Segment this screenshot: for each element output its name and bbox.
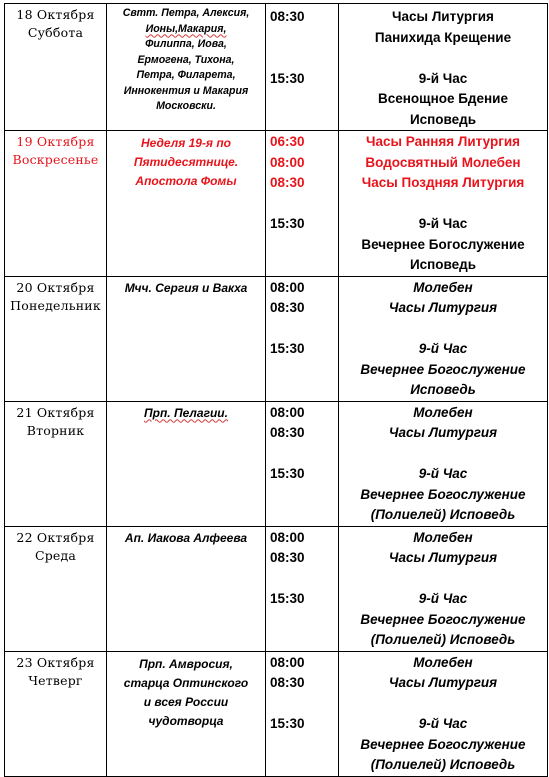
service-time: 08:30 [270,675,305,690]
service-name: Вечернее Богослужение [361,236,525,252]
service-time: 15:30 [270,591,305,606]
service-name: Часы Литургия [388,300,498,315]
day-weekday: Вторник [26,422,85,438]
day-date: 22 Октября [16,529,95,545]
services-cell [339,276,548,401]
date-cell [5,276,107,401]
saint-line: Петра, Филарета, [136,69,236,81]
saint-line: Апостола Фомы [135,174,237,188]
service-name: Часы Литургия [388,675,498,690]
date-cell [5,131,107,277]
date-cell [5,401,107,526]
day-weekday: Понедельник [10,297,101,313]
service-name: 9-й Час [418,716,468,731]
service-name: 9-й Час [418,466,468,481]
time-cell [266,4,339,131]
service-time: 15:30 [270,341,305,356]
service-name: Часы Поздняя Литургия [361,175,525,190]
saint-cell [107,131,266,277]
saint-cell [107,651,266,776]
service-name: Вечернее Богослужение [360,611,526,627]
service-name: Всенощное Бдение [378,91,508,106]
services-cell [339,526,548,651]
service-name: Молебен [413,404,473,420]
day-date: 23 Октября [16,654,95,670]
service-time: 08:30 [270,175,305,190]
service-time: 08:30 [270,300,305,315]
day-date: 18 Октября [16,7,95,22]
services-cell [339,401,548,526]
time-cell [266,401,339,526]
service-time: 08:00 [270,404,305,420]
time-cell [266,131,339,277]
service-name: Вечернее Богослужение [360,486,526,502]
table-row [5,401,548,526]
service-time: 08:00 [270,529,305,545]
table-row [5,276,548,401]
service-name: Исповедь [409,257,477,272]
saint-line: Свтт. Петра, Алексия, [122,7,250,19]
service-name: Исповедь [410,382,476,397]
saint-cell [107,526,266,651]
saint-line: Мчч. Сергия и Вакха [124,280,248,295]
service-name: Часы Ранняя Литургия [365,134,521,149]
time-cell [266,276,339,401]
time-cell [266,651,339,776]
saint-line: Прп. Пелагии. [144,405,228,420]
services-cell [339,651,548,776]
service-time: 08:30 [270,425,305,440]
saint-line: старца Оптинского [123,675,249,690]
saint-cell [107,4,266,131]
day-weekday: Четверг [28,672,83,688]
service-time: 15:30 [270,216,305,231]
service-name: Молебен [413,654,473,670]
date-cell [5,526,107,651]
day-date: 19 Октября [16,134,95,149]
saint-line: Прп. Амвросия, [139,656,233,671]
service-name: 9-й Час [418,70,468,86]
service-time: 15:30 [270,466,305,481]
day-weekday: Суббота [27,25,84,40]
saint-cell [107,276,266,401]
day-weekday: Среда [34,547,77,563]
service-name: (Полиелей) Исповедь [370,632,516,647]
service-name: (Полиелей) Исповедь [370,507,516,522]
saint-line: Московски. [156,100,216,112]
services-cell [339,131,548,277]
service-name: Вечернее Богослужение [360,736,526,752]
schedule-table [4,3,548,777]
service-time: 08:00 [270,654,305,670]
service-time: 08:30 [270,550,305,565]
service-time: 08:30 [270,9,305,24]
service-time: 08:00 [270,154,305,170]
service-time: 15:30 [270,716,305,731]
service-name: Молебен [413,279,473,295]
time-cell [266,526,339,651]
service-name: (Полиелей) Исповедь [370,757,516,772]
saint-line: Неделя 19-я по [141,136,231,150]
services-cell [339,4,548,131]
service-name: 9-й Час [418,341,468,356]
service-name: Вечернее Богослужение [360,361,526,377]
service-name: Панихида Крещение [374,29,512,45]
service-name: 9-й Час [418,591,468,606]
service-time: 08:00 [270,279,305,295]
service-time: 15:30 [270,70,305,86]
date-cell [5,651,107,776]
service-name: Водосвятный Молебен [365,154,521,170]
service-name: Часы Литургия [392,9,494,24]
table-row [5,4,548,131]
day-date: 21 Октября [16,404,95,420]
service-time: 06:30 [270,134,305,149]
table-row [5,651,548,776]
saint-line: Ап. Иакова Алфеева [124,530,248,545]
table-row [5,526,548,651]
saint-cell [107,401,266,526]
saint-line: Ермогена, Тихона, [137,53,235,66]
service-name: Исповедь [409,111,477,127]
table-row [5,131,548,277]
saint-line: Пятидесятнице. [133,155,239,169]
saint-line: Ионы,Макария, [145,22,227,35]
day-date: 20 Октября [16,279,95,295]
saint-line: и всея России [143,694,229,709]
service-name: Молебен [413,529,473,545]
day-weekday: Воскресенье [12,152,99,167]
service-name: 9-й Час [418,216,468,231]
service-name: Часы Литургия [388,425,498,440]
saint-line: чудотворца [148,713,224,728]
saint-line: Филиппа, Иова, [145,38,227,50]
service-name: Часы Литургия [388,550,498,565]
saint-line: Иннокентия и Макария [123,84,249,97]
date-cell [5,4,107,131]
